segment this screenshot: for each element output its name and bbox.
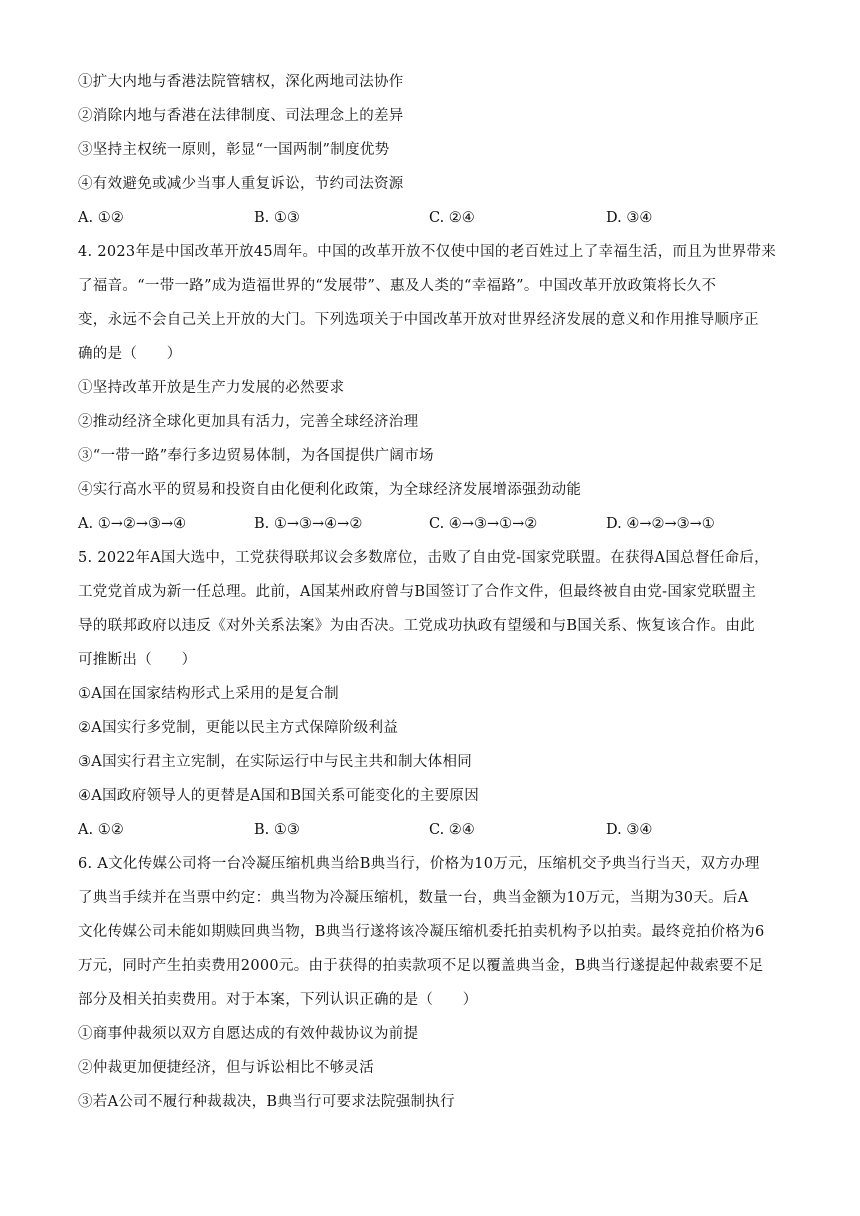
- q4-item-3: ③“一带一路”奉行多边贸易体制，为各国提供广阔市场: [78, 448, 434, 464]
- q6-stem-line-2: 了典当手续并在当票中约定：典当物为冷凝压缩机，数量一台，典当金额为10万元，当期为30天。后A: [78, 890, 749, 906]
- q5-stem-line-2: 工党党首成为新一任总理。此前，A国某州政府曾与B国签订了合作文件，但最终被自由党-国家党联盟主: [78, 584, 757, 600]
- q4-item-4: ④实行高水平的贸易和投资自由化便利化政策，为全球经济发展增添强劲动能: [78, 482, 582, 498]
- q6-stem-line-4: 万元，同时产生拍卖费用2000元。由于获得的拍卖款项不足以覆盖典当金，B典当行遂提起仲裁索要不足: [78, 958, 764, 974]
- q5-item-3: ③A国实行君主立宪制，在实际运行中与民主共和制大体相同: [78, 754, 473, 770]
- q6-stem-line-1: 6. A文化传媒公司将一台冷凝压缩机典当给B典当行，价格为10万元，压缩机交予典当行当天，双方办理: [78, 856, 760, 872]
- q5-option-b: B. ①③: [254, 822, 300, 838]
- q3-item-4: ④有效避免或减少当事人重复诉讼，节约司法资源: [78, 176, 404, 192]
- q5-item-2: ②A国实行多党制，更能以民主方式保障阶级利益: [78, 720, 399, 736]
- q5-options: [78, 820, 790, 840]
- q3-option-a: A. ①②: [78, 210, 124, 226]
- q4-stem-line-3: 变，永远不会自己关上开放的大门。下列选项关于中国改革开放对世界经济发展的意义和作用推导顺序正: [78, 312, 759, 328]
- q5-option-d: D. ③④: [606, 822, 653, 838]
- q6-item-1: ①商事仲裁须以双方自愿达成的有效仲裁协议为前提: [78, 1026, 419, 1042]
- q4-stem-line-4: 确的是（ ）: [78, 346, 182, 362]
- q3-item-2: ②消除内地与香港在法律制度、司法理念上的差异: [78, 108, 404, 124]
- q3-item-1: ①扩大内地与香港法院管辖权，深化两地司法协作: [78, 74, 404, 90]
- q3-option-c: C. ②④: [429, 210, 475, 226]
- q5-stem-line-1: 5. 2022年A国大选中，工党获得联邦议会多数席位，击败了自由党-国家党联盟。在获得A国总督任命后，: [78, 550, 769, 566]
- q5-item-1: ①A国在国家结构形式上采用的是复合制: [78, 686, 339, 702]
- q4-option-c: C. ④→③→①→②: [429, 516, 538, 532]
- q4-item-2: ②推动经济全球化更加具有活力，完善全球经济治理: [78, 414, 419, 430]
- q6-item-3: ③若A公司不履行种裁裁决，B典当行可要求法院强制执行: [78, 1094, 455, 1110]
- q5-option-c: C. ②④: [429, 822, 475, 838]
- q6-stem-line-5: 部分及相关拍卖费用。对于本案，下列认识正确的是（ ）: [78, 992, 478, 1008]
- q3-option-b: B. ①③: [254, 210, 300, 226]
- q4-stem-line-2: 了福音。“一带一路”成为造福世界的“发展带”、惠及人类的“幸福路”。中国改革开放政策将长久不: [78, 278, 717, 294]
- q4-stem-line-1: 4. 2023年是中国改革开放45周年。中国的改革开放不仅使中国的老百姓过上了幸福生活，而且为世界带来: [78, 244, 777, 260]
- q4-option-d: D. ④→②→③→①: [606, 516, 715, 532]
- q4-option-b: B. ①→③→④→②: [254, 516, 363, 532]
- q6-stem-line-3: 文化传媒公司未能如期赎回典当物，B典当行遂将该冷凝压缩机委托拍卖机构予以拍卖。最终竞拍价格为6: [78, 924, 765, 940]
- q3-options: [78, 208, 790, 228]
- q3-item-3: ③坚持主权统一原则，彰显“一国两制”制度优势: [78, 142, 390, 158]
- q4-item-1: ①坚持改革开放是生产力发展的必然要求: [78, 380, 345, 396]
- q5-stem-line-3: 导的联邦政府以违反《对外关系法案》为由否决。工党成功执政有望缓和与B国关系、恢复该合作。由此: [78, 618, 755, 634]
- q6-item-2: ②仲裁更加便捷经济，但与诉讼相比不够灵活: [78, 1060, 374, 1076]
- q3-option-d: D. ③④: [606, 210, 653, 226]
- q5-item-4: ④A国政府领导人的更替是A国和B国关系可能变化的主要原因: [78, 788, 479, 804]
- q5-stem-line-4: 可推断出（ ）: [78, 652, 197, 668]
- q4-options: [78, 514, 790, 534]
- q4-option-a: A. ①→②→③→④: [78, 516, 187, 532]
- q5-option-a: A. ①②: [78, 822, 124, 838]
